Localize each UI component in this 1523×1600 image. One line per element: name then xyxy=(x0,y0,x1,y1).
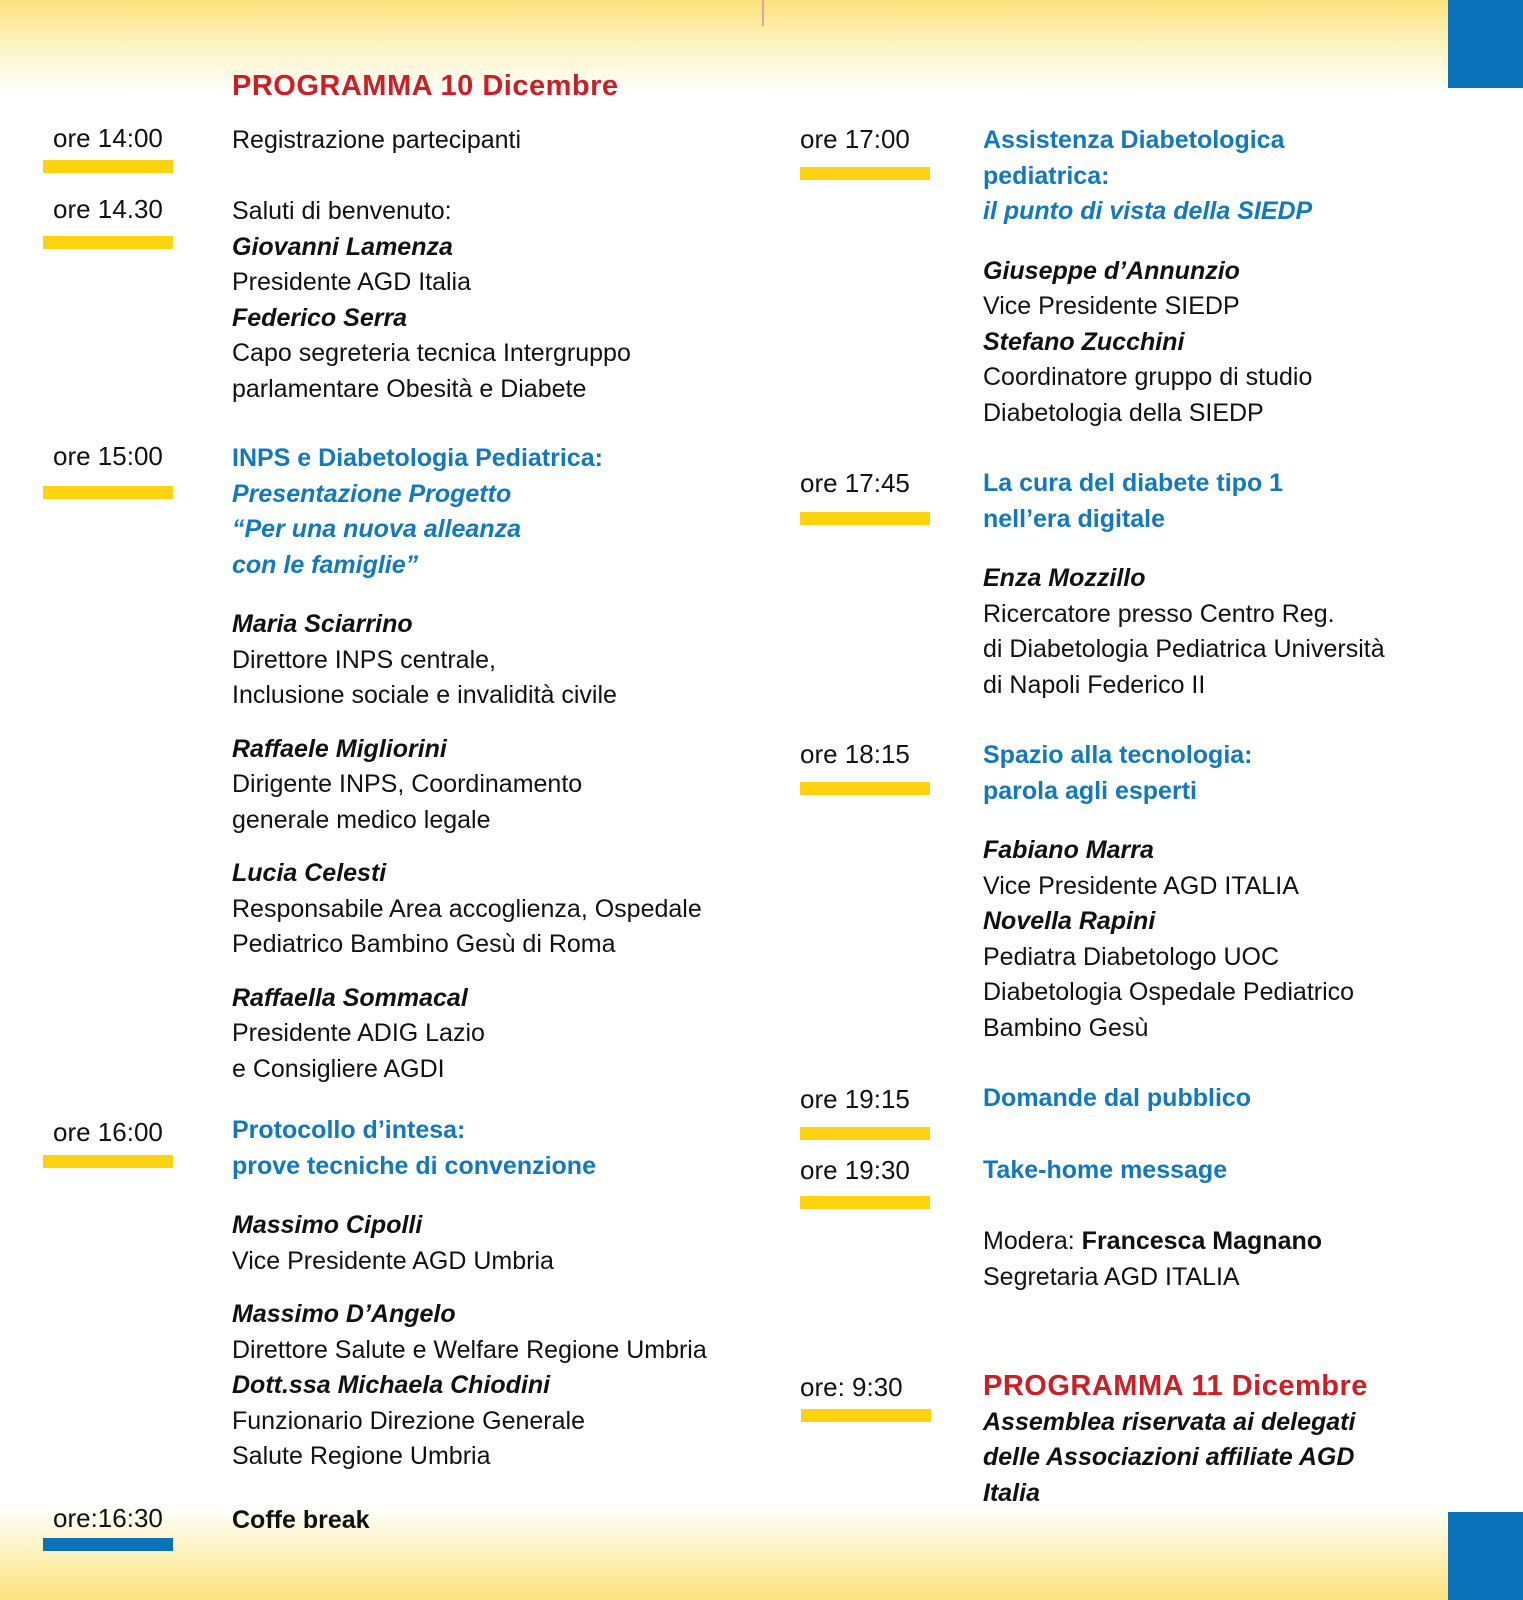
programme-day2-title: PROGRAMMA 11 Dicembre xyxy=(983,1370,1368,1402)
slot-content xyxy=(983,1081,1251,1117)
slot-content xyxy=(983,738,1354,1046)
speaker-name: Massimo Cipolli xyxy=(232,1211,423,1239)
time-underline-bar xyxy=(800,167,930,180)
session-title: Domande dal pubblico xyxy=(983,1084,1252,1112)
slot-time: ore 15:00 xyxy=(53,441,163,471)
speaker-role: Pediatrico Bambino Gesù di Roma xyxy=(232,930,616,958)
speaker-role: Responsabile Area accoglienza, Ospedale xyxy=(232,894,702,923)
time-underline-bar xyxy=(43,1538,173,1551)
slot-content xyxy=(983,1369,1368,1511)
session-title: INPS e Diabetologia Pediatrica: xyxy=(232,444,603,472)
speaker-role: generale medico legale xyxy=(232,805,491,834)
speaker-role: di Diabetologia Pediatrica Università xyxy=(983,635,1385,663)
time-underline-bar xyxy=(800,512,930,525)
speaker-role: Coordinatore gruppo di studio xyxy=(983,363,1313,391)
speaker-name: Fabiano Marra xyxy=(983,836,1154,864)
session-subtitle: con le famiglie” xyxy=(232,550,419,579)
speaker-role: Ricercatore presso Centro Reg. xyxy=(983,599,1335,628)
time-underline-bar xyxy=(43,486,173,499)
speaker-role: Direttore INPS centrale, xyxy=(232,645,496,674)
session-subtitle: il punto di vista della SIEDP xyxy=(983,197,1313,225)
speaker-name: Dott.ssa Michaela Chiodini xyxy=(232,1371,551,1399)
speaker-name: Raffaella Sommacal xyxy=(232,983,468,1012)
moderator-block xyxy=(983,1224,1322,1295)
slot-content xyxy=(983,1153,1227,1189)
slot-time: ore 18:15 xyxy=(800,739,910,769)
speaker-name: Novella Rapini xyxy=(983,907,1156,935)
moderator-role: Segretaria AGD ITALIA xyxy=(983,1262,1240,1291)
speaker-role: Capo segreteria tecnica Intergruppo xyxy=(232,339,631,367)
session-title: Spazio alla tecnologia: xyxy=(983,741,1253,769)
speaker-name: Giovanni Lamenza xyxy=(232,232,453,261)
moderator-name: Francesca Magnano xyxy=(1081,1227,1323,1255)
slot-intro: Saluti di benvenuto: xyxy=(232,197,452,225)
time-underline-bar xyxy=(800,1196,930,1209)
slot-time: ore 14.30 xyxy=(53,194,163,224)
corner-block-top xyxy=(1448,0,1523,88)
speaker-name: Maria Sciarrino xyxy=(232,610,413,638)
slot-time: ore 17:45 xyxy=(800,468,910,498)
session-title: nell’era digitale xyxy=(983,504,1166,533)
slot-text: Registrazione partecipanti xyxy=(232,126,522,154)
slot-content xyxy=(983,123,1312,431)
speaker-role: Funzionario Direzione Generale xyxy=(232,1406,585,1435)
speaker-role: Direttore Salute e Welfare Regione Umbria xyxy=(232,1335,707,1364)
session-text: delle Associazioni affiliate AGD xyxy=(983,1443,1355,1471)
time-underline-bar xyxy=(43,160,173,173)
speaker-role: Salute Regione Umbria xyxy=(232,1442,491,1470)
time-underline-bar xyxy=(800,782,930,795)
speaker-role: Dirigente INPS, Coordinamento xyxy=(232,770,583,798)
speaker-name: Federico Serra xyxy=(232,303,408,332)
slot-content xyxy=(232,1503,370,1539)
moderator-label: Modera: xyxy=(983,1227,1075,1255)
speaker-name: Enza Mozzillo xyxy=(983,564,1146,592)
fold-mark xyxy=(762,0,764,26)
speaker-role: Vice Presidente AGD ITALIA xyxy=(983,871,1299,900)
moderator-line xyxy=(983,1224,1322,1260)
session-title: prove tecniche di convenzione xyxy=(232,1151,596,1180)
slot-time: ore 19:15 xyxy=(800,1084,910,1114)
session-text: Assemblea riservata ai delegati xyxy=(983,1407,1356,1436)
slot-time: ore 16:00 xyxy=(53,1117,163,1147)
slot-content xyxy=(232,194,631,407)
speaker-name: Giuseppe d’Annunzio xyxy=(983,256,1240,285)
corner-block-bottom xyxy=(1448,1512,1523,1600)
speaker-role: Vice Presidente AGD Umbria xyxy=(232,1246,554,1275)
speaker-name: Massimo D’Angelo xyxy=(232,1300,456,1328)
speaker-role: Diabetologia Ospedale Pediatrico xyxy=(983,978,1355,1006)
speaker-role: Presidente ADIG Lazio xyxy=(232,1019,485,1047)
slot-time: ore 19:30 xyxy=(800,1155,910,1185)
speaker-name: Lucia Celesti xyxy=(232,859,387,887)
session-title: La cura del diabete tipo 1 xyxy=(983,469,1284,497)
slot-text: Coffe break xyxy=(232,1506,370,1534)
speaker-role: e Consigliere AGDI xyxy=(232,1054,445,1083)
programme-day1-title: PROGRAMMA 10 Dicembre xyxy=(232,70,619,102)
session-subtitle: “Per una nuova alleanza xyxy=(232,515,521,543)
time-underline-bar xyxy=(800,1127,930,1140)
session-title: Assistenza Diabetologica xyxy=(983,126,1285,154)
speaker-role: Vice Presidente SIEDP xyxy=(983,292,1240,320)
slot-time: ore 14:00 xyxy=(53,123,163,153)
time-underline-bar xyxy=(801,1409,931,1422)
speaker-role: Bambino Gesù xyxy=(983,1013,1149,1042)
speaker-role: Diabetologia della SIEDP xyxy=(983,398,1264,427)
session-title: Take-home message xyxy=(983,1156,1228,1184)
slot-content xyxy=(232,1113,707,1475)
session-text: Italia xyxy=(983,1478,1040,1507)
session-title: pediatrica: xyxy=(983,161,1110,190)
speaker-role: Presidente AGD Italia xyxy=(232,268,472,296)
session-title: parola agli esperti xyxy=(983,776,1197,805)
speaker-role: Inclusione sociale e invalidità civile xyxy=(232,681,617,709)
slot-content xyxy=(983,466,1385,703)
slot-time: ore 17:00 xyxy=(800,124,910,154)
slot-time: ore:16:30 xyxy=(53,1503,163,1533)
speaker-role: Pediatra Diabetologo UOC xyxy=(983,942,1279,971)
speaker-role: parlamentare Obesità e Diabete xyxy=(232,374,587,403)
slot-content xyxy=(232,441,702,1087)
time-underline-bar xyxy=(43,1155,173,1168)
speaker-name: Stefano Zucchini xyxy=(983,327,1185,356)
time-underline-bar xyxy=(43,236,173,249)
slot-content xyxy=(232,123,521,159)
session-subtitle: Presentazione Progetto xyxy=(232,479,512,508)
session-title: Protocollo d’intesa: xyxy=(232,1116,466,1144)
slot-time: ore: 9:30 xyxy=(800,1372,903,1402)
speaker-name: Raffaele Migliorini xyxy=(232,734,447,763)
speaker-role: di Napoli Federico II xyxy=(983,670,1206,699)
